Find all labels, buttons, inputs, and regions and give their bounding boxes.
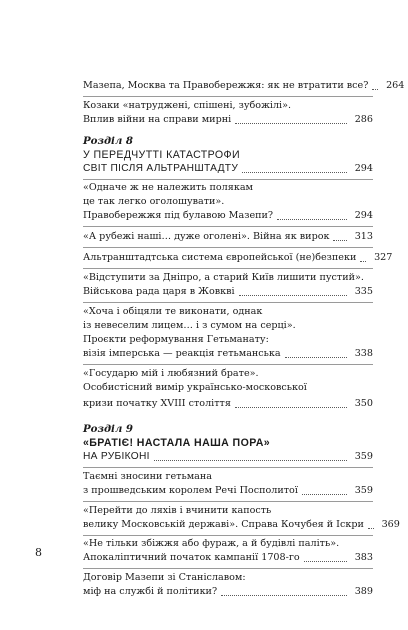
divider: [83, 268, 373, 269]
toc-entry-text: Військова рада царя в Жовкві: [83, 286, 235, 297]
leader-dots: [368, 528, 374, 529]
toc-entry-last-line: [83, 285, 373, 299]
toc-entry-text: це так легко оголошувати».: [83, 196, 225, 207]
chapter-subtitle: [83, 162, 373, 176]
toc-entry-text: Козаки «натруджені, спішені, зубожілі».: [83, 100, 292, 111]
page-number: 8: [35, 546, 42, 559]
chapter-label: Розділ 9: [83, 423, 134, 435]
divider: [83, 96, 373, 97]
toc-entry-last-line: [83, 113, 373, 127]
toc-entry-text: Вплив війни на справи мирні: [83, 114, 232, 125]
toc-entry-text: Мазепа, Москва та Правобережжя: як не втратити все?: [83, 80, 369, 91]
leader-dots: [239, 295, 347, 296]
toc-entry-text: Проєкти реформування Гетьманату:: [83, 334, 269, 345]
chapter-subtitle-text: НА РУБІКОНІ: [83, 451, 150, 462]
divider: [83, 535, 373, 536]
leader-dots: [242, 172, 347, 173]
toc-entry: [83, 271, 373, 285]
toc-entry-text: «Перейти до ляхів і вчинити капость: [83, 505, 272, 516]
toc-entry-last-line: [83, 209, 373, 223]
chapter-label: Розділ 8: [83, 135, 134, 147]
leader-dots: [277, 219, 347, 220]
toc-entry-last-line: [83, 347, 373, 361]
leader-dots: [304, 561, 347, 562]
toc-entry-text: Договір Мазепи зі Станіславом:: [83, 572, 246, 583]
toc-entry-text: Таємні зносини гетьмана: [83, 471, 213, 482]
toc-entry: [83, 504, 373, 518]
toc-entry-page: 369: [381, 519, 400, 530]
toc-entry-last-line: [83, 484, 373, 498]
toc-entry-last-line: [83, 518, 400, 532]
divider: [83, 501, 373, 502]
toc-entry-text: «Відступити за Дніпро, а старий Київ лишити пустий».: [83, 272, 364, 283]
toc-entry-text: Правобережжя під булавою Мазепи?: [83, 210, 274, 221]
toc-entry-page: 286: [354, 114, 373, 125]
leader-dots: [154, 460, 347, 461]
toc-entry-text: Особистісний вимір українсько-московської: [83, 382, 307, 393]
toc-entry-page: 338: [354, 348, 373, 359]
toc-entry: [83, 367, 373, 381]
chapter-subtitle-page: 294: [354, 163, 373, 174]
chapter-title: «БРАТІЄ! НАСТАЛА НАША ПОРА»: [83, 437, 271, 449]
toc-entry-line: [83, 381, 373, 395]
leader-dots: [302, 494, 347, 495]
chapter-title: У ПЕРЕДЧУТТІ КАТАСТРОФИ: [83, 149, 240, 161]
toc-entry: [83, 537, 373, 551]
toc-entry: [83, 230, 373, 244]
toc-entry-page: 327: [374, 252, 393, 263]
chapter-subtitle-text: СВІТ ПІСЛЯ АЛЬТРАНШТАДТУ: [83, 163, 239, 174]
toc-entry: [83, 79, 405, 93]
toc-entry-last-line: [83, 551, 373, 565]
toc-entry-page: 313: [354, 231, 373, 242]
toc-entry-line: [83, 195, 373, 209]
divider: [83, 364, 373, 365]
leader-dots: [333, 240, 347, 241]
toc-entry-page: 359: [354, 485, 373, 496]
toc-entry-text: візія імперська — реакція гетьманська: [83, 348, 281, 359]
toc-entry-page: 294: [354, 210, 373, 221]
toc-entry-text: Альтранштадтська система європейської (не)безпеки: [83, 252, 357, 263]
divider: [83, 226, 373, 227]
toc-entry-text: «А рубежі наші… дуже оголені». Війна як вирок: [83, 231, 330, 242]
toc-entry-text: Апокаліптичний початок кампанії 1708-го: [83, 552, 300, 563]
toc-entry-text: міф на службі й політики?: [83, 586, 218, 597]
toc-entry: [83, 571, 373, 585]
divider: [83, 179, 373, 180]
toc-entry: [83, 470, 373, 484]
chapter-subtitle: [83, 450, 373, 464]
leader-dots: [285, 357, 347, 358]
leader-dots: [360, 261, 366, 262]
toc-entry-page: 350: [354, 398, 373, 409]
toc-entry: [83, 251, 393, 265]
leader-dots: [372, 89, 378, 90]
toc-entry: [83, 99, 373, 113]
toc-entry-text: «Одначе ж не належить полякам: [83, 182, 254, 193]
toc-entry-line: [83, 319, 373, 333]
toc-entry-last-line: [83, 585, 373, 599]
toc-entry-text: кризи початку XVIII століття: [83, 398, 231, 409]
leader-dots: [235, 123, 347, 124]
toc-entry-text: з прошведським королем Речі Посполитої: [83, 485, 298, 496]
divider: [83, 467, 373, 468]
divider: [83, 568, 373, 569]
toc-entry-text: із невеселим лицем… і з сумом на серці».: [83, 320, 296, 331]
toc-entry-page: 264: [386, 80, 405, 91]
toc-entry-last-line: [83, 397, 373, 411]
divider: [83, 247, 373, 248]
toc-entry-line: [83, 333, 373, 347]
leader-dots: [221, 595, 347, 596]
leader-dots: [235, 407, 347, 408]
toc-entry-page: 389: [354, 586, 373, 597]
toc-entry-text: велику Московській державі». Справа Кочубея й Іскри: [83, 519, 364, 530]
toc-entry-page: 383: [354, 552, 373, 563]
chapter-subtitle-page: 359: [354, 451, 373, 462]
toc-entry-text: «Государю мій і любязний брате».: [83, 368, 259, 379]
toc-entry-text: «Не тільки збіжжя або фураж, а й будівлі паліть».: [83, 538, 340, 549]
toc-entry-text: «Хоча і обіцяли те виконати, однак: [83, 306, 263, 317]
toc-entry: [83, 181, 373, 195]
toc-entry-page: 335: [354, 286, 373, 297]
toc-entry: [83, 305, 373, 319]
divider: [83, 302, 373, 303]
